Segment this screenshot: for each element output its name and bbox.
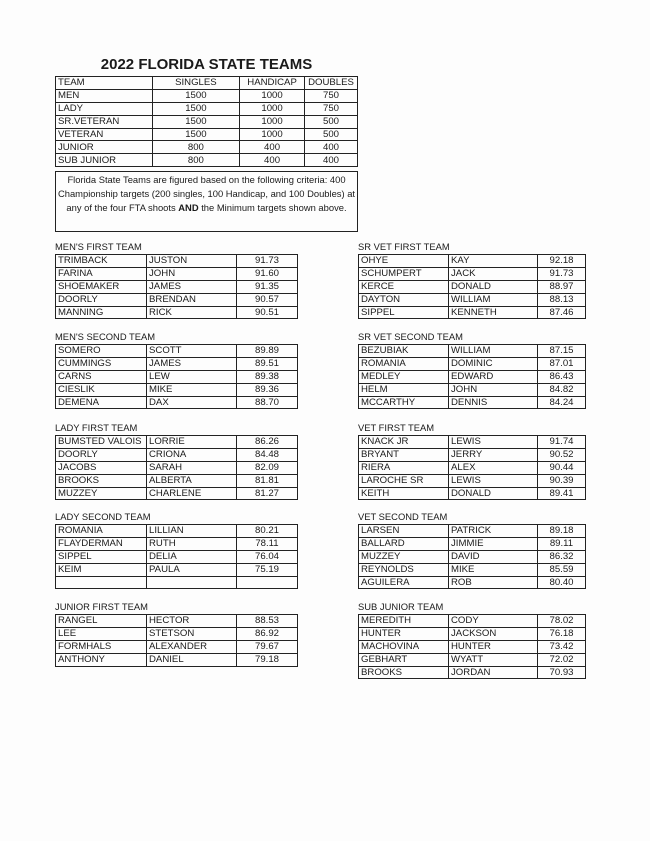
- last-name: FORMHALS: [56, 640, 147, 653]
- score: 84.48: [237, 448, 298, 461]
- table-row: [56, 627, 298, 640]
- table-row: [56, 563, 298, 576]
- score: 89.51: [237, 357, 298, 370]
- table-row: [359, 627, 586, 640]
- cell: 750: [305, 89, 358, 102]
- table-row: [359, 255, 586, 268]
- table-row: [56, 537, 298, 550]
- first-name: JOHN: [147, 267, 237, 280]
- last-name: MACHOVINA: [359, 640, 449, 653]
- table-row: [56, 383, 298, 396]
- table-row: [56, 576, 298, 589]
- score: 72.02: [538, 653, 586, 666]
- cell: 1000: [240, 89, 305, 102]
- score: 89.38: [237, 370, 298, 383]
- score: 89.18: [538, 525, 586, 538]
- table-row: [56, 255, 298, 268]
- team-table: [55, 344, 298, 409]
- first-name: DANIEL: [147, 653, 237, 666]
- team-title: MEN'S SECOND TEAM: [55, 331, 156, 342]
- first-name: ALEX: [449, 461, 538, 474]
- score: 80.21: [237, 525, 298, 538]
- table-row: [359, 280, 586, 293]
- first-name: DOMINIC: [449, 357, 538, 370]
- score: 86.92: [237, 627, 298, 640]
- last-name: [56, 576, 147, 589]
- team-table: [358, 614, 586, 679]
- last-name: DOORLY: [56, 448, 147, 461]
- last-name: JACOBS: [56, 461, 147, 474]
- table-row: [56, 525, 298, 538]
- table-row: [359, 640, 586, 653]
- minimum-targets-table: [55, 76, 358, 167]
- last-name: BROOKS: [56, 474, 147, 487]
- cell: SR.VETERAN: [56, 115, 153, 128]
- score: 89.41: [538, 487, 586, 500]
- cell: 500: [305, 128, 358, 141]
- first-name: EDWARD: [449, 370, 538, 383]
- first-name: JAMES: [147, 357, 237, 370]
- cell: MEN: [56, 89, 153, 102]
- cell: 1500: [152, 128, 240, 141]
- score: 88.70: [237, 396, 298, 409]
- score: 89.89: [237, 345, 298, 358]
- team-title: LADY FIRST TEAM: [55, 422, 138, 433]
- cell: 800: [152, 141, 240, 154]
- first-name: STETSON: [147, 627, 237, 640]
- last-name: CUMMINGS: [56, 357, 147, 370]
- table-row: [56, 396, 298, 409]
- last-name: BROOKS: [359, 666, 449, 679]
- cell: 1000: [240, 128, 305, 141]
- last-name: RIERA: [359, 461, 449, 474]
- note-text: Florida State Teams are figured based on the following criteria: 400 Championship targets (200 singles, 100 Handicap, and 100 Doubles) at any of the four FTA shoots: [57, 174, 356, 214]
- table-row: [56, 280, 298, 293]
- team-table: [55, 524, 298, 589]
- table-row: [56, 474, 298, 487]
- first-name: JUSTON: [147, 255, 237, 268]
- first-name: KENNETH: [449, 306, 538, 319]
- last-name: HUNTER: [359, 627, 449, 640]
- first-name: LILLIAN: [147, 525, 237, 538]
- team-title: LADY SECOND TEAM: [55, 511, 151, 522]
- last-name: SIPPEL: [56, 550, 147, 563]
- score: 92.18: [538, 255, 586, 268]
- last-name: BALLARD: [359, 537, 449, 550]
- first-name: ALEXANDER: [147, 640, 237, 653]
- last-name: ROMANIA: [56, 525, 147, 538]
- cell: 1500: [152, 89, 240, 102]
- last-name: MUZZEY: [56, 487, 147, 500]
- first-name: DAX: [147, 396, 237, 409]
- first-name: LEWIS: [449, 474, 538, 487]
- first-name: KAY: [449, 255, 538, 268]
- first-name: WILLIAM: [449, 345, 538, 358]
- table-row: [56, 615, 298, 628]
- table-row: [56, 89, 358, 102]
- table-row: [359, 550, 586, 563]
- table-row: [56, 461, 298, 474]
- team-table: [358, 344, 586, 409]
- score: 81.27: [237, 487, 298, 500]
- last-name: BRYANT: [359, 448, 449, 461]
- table-row: [56, 128, 358, 141]
- last-name: ROMANIA: [359, 357, 449, 370]
- team-title: VET SECOND TEAM: [358, 511, 448, 522]
- last-name: CIESLIK: [56, 383, 147, 396]
- score: 70.93: [538, 666, 586, 679]
- table-row: [56, 640, 298, 653]
- table-row: [56, 141, 358, 154]
- score: 86.26: [237, 436, 298, 449]
- score: 82.09: [237, 461, 298, 474]
- last-name: FLAYDERMAN: [56, 537, 147, 550]
- score: 87.46: [538, 306, 586, 319]
- cell: 400: [240, 141, 305, 154]
- table-row: [359, 448, 586, 461]
- last-name: AGUILERA: [359, 576, 449, 589]
- cell: 400: [240, 154, 305, 167]
- score: 87.15: [538, 345, 586, 358]
- table-row: [359, 525, 586, 538]
- cell: SINGLES: [152, 77, 240, 90]
- score: 78.02: [538, 615, 586, 628]
- criteria-note: [55, 171, 358, 232]
- first-name: WILLIAM: [449, 293, 538, 306]
- team-title: VET FIRST TEAM: [358, 422, 435, 433]
- last-name: FARINA: [56, 267, 147, 280]
- team-table: [55, 614, 298, 667]
- last-name: RANGEL: [56, 615, 147, 628]
- first-name: SCOTT: [147, 345, 237, 358]
- first-name: DENNIS: [449, 396, 538, 409]
- score: 89.11: [538, 537, 586, 550]
- table-row: [359, 653, 586, 666]
- cell: HANDICAP: [240, 77, 305, 90]
- first-name: CRIONA: [147, 448, 237, 461]
- first-name: JORDAN: [449, 666, 538, 679]
- first-name: MIKE: [449, 563, 538, 576]
- table-row: [359, 436, 586, 449]
- table-row: [359, 563, 586, 576]
- score: 86.32: [538, 550, 586, 563]
- table-row: [56, 306, 298, 319]
- first-name: JOHN: [449, 383, 538, 396]
- score: 90.52: [538, 448, 586, 461]
- cell: DOUBLES: [305, 77, 358, 90]
- score: 90.57: [237, 293, 298, 306]
- score: 73.42: [538, 640, 586, 653]
- cell: TEAM: [56, 77, 153, 90]
- last-name: CARNS: [56, 370, 147, 383]
- table-row: [359, 666, 586, 679]
- last-name: BUMSTED VALOIS: [56, 436, 147, 449]
- first-name: LEWIS: [449, 436, 538, 449]
- first-name: WYATT: [449, 653, 538, 666]
- score: 84.24: [538, 396, 586, 409]
- team-title: SR VET FIRST TEAM: [358, 241, 450, 252]
- team-title: SR VET SECOND TEAM: [358, 331, 463, 342]
- first-name: BRENDAN: [147, 293, 237, 306]
- table-row: [359, 461, 586, 474]
- cell: 1000: [240, 102, 305, 115]
- last-name: SIPPEL: [359, 306, 449, 319]
- score: 88.53: [237, 615, 298, 628]
- first-name: HECTOR: [147, 615, 237, 628]
- last-name: LAROCHE SR: [359, 474, 449, 487]
- table-row: [359, 293, 586, 306]
- table-row: [56, 293, 298, 306]
- last-name: SCHUMPERT: [359, 267, 449, 280]
- table-row: [359, 396, 586, 409]
- last-name: GEBHART: [359, 653, 449, 666]
- last-name: BEZUBIAK: [359, 345, 449, 358]
- first-name: [147, 576, 237, 589]
- first-name: JERRY: [449, 448, 538, 461]
- last-name: TRIMBACK: [56, 255, 147, 268]
- first-name: DONALD: [449, 487, 538, 500]
- first-name: JAMES: [147, 280, 237, 293]
- first-name: DELIA: [147, 550, 237, 563]
- score: 88.97: [538, 280, 586, 293]
- team-title: SUB JUNIOR TEAM: [358, 601, 444, 612]
- last-name: KERCE: [359, 280, 449, 293]
- score: 90.39: [538, 474, 586, 487]
- table-row: [359, 306, 586, 319]
- team-table: [358, 435, 586, 500]
- cell: 750: [305, 102, 358, 115]
- first-name: LORRIE: [147, 436, 237, 449]
- cell: SUB JUNIOR: [56, 154, 153, 167]
- first-name: LEW: [147, 370, 237, 383]
- first-name: JACKSON: [449, 627, 538, 640]
- first-name: HUNTER: [449, 640, 538, 653]
- last-name: KEITH: [359, 487, 449, 500]
- first-name: RICK: [147, 306, 237, 319]
- last-name: DOORLY: [56, 293, 147, 306]
- score: 91.60: [237, 267, 298, 280]
- team-table: [55, 435, 298, 500]
- score: 91.74: [538, 436, 586, 449]
- score: 85.59: [538, 563, 586, 576]
- cell: VETERAN: [56, 128, 153, 141]
- table-row: [359, 474, 586, 487]
- table-row: [56, 102, 358, 115]
- table-row: [56, 436, 298, 449]
- cell: 800: [152, 154, 240, 167]
- score: 78.11: [237, 537, 298, 550]
- score: 76.04: [237, 550, 298, 563]
- table-row: [56, 370, 298, 383]
- last-name: MEREDITH: [359, 615, 449, 628]
- cell: 500: [305, 115, 358, 128]
- table-row: [56, 154, 358, 167]
- last-name: MEDLEY: [359, 370, 449, 383]
- team-title: JUNIOR FIRST TEAM: [55, 601, 148, 612]
- table-row: [56, 653, 298, 666]
- last-name: MUZZEY: [359, 550, 449, 563]
- score: 79.18: [237, 653, 298, 666]
- score: 90.44: [538, 461, 586, 474]
- table-row: [359, 576, 586, 589]
- score: 91.73: [538, 267, 586, 280]
- first-name: JIMMIE: [449, 537, 538, 550]
- table-row: [359, 615, 586, 628]
- score: 89.36: [237, 383, 298, 396]
- table-row: [359, 370, 586, 383]
- last-name: MCCARTHY: [359, 396, 449, 409]
- first-name: PAULA: [147, 563, 237, 576]
- page-title: 2022 FLORIDA STATE TEAMS: [100, 56, 313, 73]
- first-name: RUTH: [147, 537, 237, 550]
- table-row: [56, 448, 298, 461]
- first-name: ALBERTA: [147, 474, 237, 487]
- cell: LADY: [56, 102, 153, 115]
- score: 81.81: [237, 474, 298, 487]
- last-name: OHYE: [359, 255, 449, 268]
- first-name: CHARLENE: [147, 487, 237, 500]
- note-bold: AND: [178, 202, 199, 214]
- last-name: SOMERO: [56, 345, 147, 358]
- team-table: [358, 524, 586, 589]
- first-name: CODY: [449, 615, 538, 628]
- header-row: [56, 77, 358, 90]
- last-name: KNACK JR: [359, 436, 449, 449]
- first-name: DONALD: [449, 280, 538, 293]
- cell: 1500: [152, 102, 240, 115]
- score: 87.01: [538, 357, 586, 370]
- last-name: SHOEMAKER: [56, 280, 147, 293]
- cell: 1500: [152, 115, 240, 128]
- table-row: [56, 115, 358, 128]
- table-row: [56, 487, 298, 500]
- team-table: [55, 254, 298, 319]
- score: [237, 576, 298, 589]
- first-name: MIKE: [147, 383, 237, 396]
- last-name: KEIM: [56, 563, 147, 576]
- first-name: JACK: [449, 267, 538, 280]
- score: 88.13: [538, 293, 586, 306]
- table-row: [56, 550, 298, 563]
- last-name: MANNING: [56, 306, 147, 319]
- table-row: [56, 357, 298, 370]
- score: 86.43: [538, 370, 586, 383]
- table-row: [359, 537, 586, 550]
- team-title: MEN'S FIRST TEAM: [55, 241, 142, 252]
- table-row: [359, 487, 586, 500]
- last-name: DEMENA: [56, 396, 147, 409]
- first-name: DAVID: [449, 550, 538, 563]
- last-name: ANTHONY: [56, 653, 147, 666]
- last-name: DAYTON: [359, 293, 449, 306]
- cell: 400: [305, 141, 358, 154]
- last-name: HELM: [359, 383, 449, 396]
- first-name: ROB: [449, 576, 538, 589]
- cell: 400: [305, 154, 358, 167]
- table-row: [359, 345, 586, 358]
- score: 91.73: [237, 255, 298, 268]
- cell: JUNIOR: [56, 141, 153, 154]
- team-table: [358, 254, 586, 319]
- score: 84.82: [538, 383, 586, 396]
- cell: 1000: [240, 115, 305, 128]
- score: 75.19: [237, 563, 298, 576]
- score: 80.40: [538, 576, 586, 589]
- score: 91.35: [237, 280, 298, 293]
- table-row: [56, 267, 298, 280]
- first-name: PATRICK: [449, 525, 538, 538]
- table-row: [359, 267, 586, 280]
- first-name: SARAH: [147, 461, 237, 474]
- last-name: LARSEN: [359, 525, 449, 538]
- note-text-end: the Minimum targets shown above.: [198, 202, 347, 214]
- last-name: REYNOLDS: [359, 563, 449, 576]
- score: 90.51: [237, 306, 298, 319]
- table-row: [359, 357, 586, 370]
- table-row: [359, 383, 586, 396]
- score: 76.18: [538, 627, 586, 640]
- last-name: LEE: [56, 627, 147, 640]
- score: 79.67: [237, 640, 298, 653]
- table-row: [56, 345, 298, 358]
